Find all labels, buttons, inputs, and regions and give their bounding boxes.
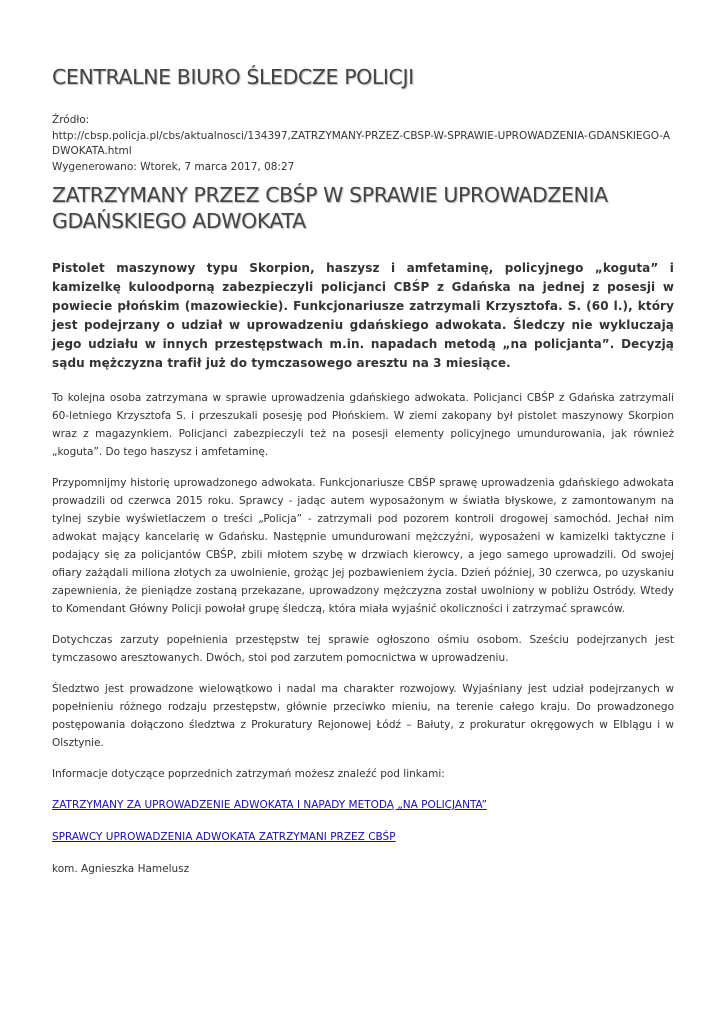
- source-url: http://cbsp.policja.pl/cbs/aktualnosci/134397,ZATRZYMANY-PRZEZ-CBSP-W-SPRAWIE-UPROWADZENIA-GDANSKIEGO-ADWOKATA.html: [52, 129, 670, 157]
- source-label: Źródło:: [52, 114, 90, 126]
- generated-date: Wygenerowano: Wtorek, 7 marca 2017, 08:27: [52, 160, 295, 173]
- article-body: [52, 389, 674, 891]
- related-link-1-container: [52, 796, 674, 814]
- related-link-1[interactable]: ZATRZYMANY ZA UPROWADZENIE ADWOKATA I NAPADY METODĄ „NA POLICJANTA”: [52, 799, 487, 811]
- site-title: CENTRALNE BIURO ŚLEDCZE POLICJI: [52, 65, 414, 89]
- related-link-2-container: [52, 828, 674, 846]
- paragraph-5: Informacje dotyczące poprzednich zatrzymań możesz znaleźć pod linkami:: [52, 768, 445, 780]
- paragraph-4: Śledztwo jest prowadzone wielowątkowo i nadal ma charakter rozwojowy. Wyjaśniany jest udział podejrzanych w popełnieniu różnego rodzaju przestępstw, głównie przeciwko mieniu, na terenie całego kraju. Do prowadzonego postępowania dołączono śledztwa z Prokuratury Rejonowej Łódź – Bałuty, z prokuratur okręgowych w Elblągu i w Olsztynie.: [52, 683, 674, 749]
- related-link-2[interactable]: SPRAWCY UPROWADZENIA ADWOKATA ZATRZYMANI PRZEZ CBŚP: [52, 831, 396, 843]
- paragraph-3: Dotychczas zarzuty popełnienia przestępstw tej sprawie ogłoszono ośmiu osobom. Sześciu podejrzanych jest tymczasowo aresztowanych. Dwóch, stoi pod zarzutem pomocnictwa w uprowadzeniu.: [52, 634, 674, 664]
- article-lead: Pistolet maszynowy typu Skorpion, haszysz i amfetaminę, policyjnego „koguta” i kamizelkę kuloodporną zabezpieczyli policjanci CBŚP z Gdańska na jednej z posesji w powiecie płońskim (mazowieckie). Funkcjonariusze zatrzymali Krzysztofa. S. (60 l.), który jest podejrzany o udział w uprowadzeniu gdańskiego adwokata. Śledczy nie wykluczają jego udziału w innych przestępstwach m.in. napadach metodą „na policjanta”. Decyzją sądu mężczyzna trafił już do tymczasowego aresztu na 3 miesiące.: [52, 261, 674, 370]
- paragraph-2: Przypomnijmy historię uprowadzonego adwokata. Funkcjonariusze CBŚP sprawę uprowadzenia gdańskiego adwokata prowadzili od czerwca 2015 roku. Sprawcy - jadąc autem wyposażonym w światła błyskowe, z zamontowanym na tylnej szybie wyświetlaczem o treści „Policja” - zatrzymali pod pozorem kontroli drogowej samochód. Jechał nim adwokat mający kancelarię w Gdańsku. Następnie umundurowani mężczyźni, wyposażeni w kamizelki taktyczne i podający się za policjantów CBŚP, zbili młotem szybę w drzwiach kierowcy, a jego samego uprowadzili. Od swojej ofiary zażądali miliona złotych za uwolnienie, grożąc jej pozbawieniem życia. Dzień później, 30 czerwca, po uzyskaniu zapewnienia, że pieniądze zostaną przekazane, uprowadzony mężczyzna został uwolniony w pobliżu Ostródy. Wtedy to Komendant Główny Policji powołał grupę śledczą, która miała wyjaśnić okoliczności i zatrzymać sprawców.: [52, 477, 674, 615]
- article-title: ZATRZYMANY PRZEZ CBŚP W SPRAWIE UPROWADZENIA GDAŃSKIEGO ADWOKATA: [52, 183, 608, 233]
- source-meta: [52, 113, 674, 175]
- author: kom. Agnieszka Hamelusz: [52, 863, 190, 875]
- paragraph-1: To kolejna osoba zatrzymana w sprawie uprowadzenia gdańskiego adwokata. Policjanci CBŚP z Gdańska zatrzymali 60-letniego Krzysztofa S. i przeszukali posesję pod Płońskiem. W ziemi zakopany był pistolet maszynowy Skorpion wraz z magazynkiem. Policjanci zabezpieczyli też na posesji elementy policyjnego umundurowania, jak również „koguta”. Do tego haszysz i amfetaminę.: [52, 392, 674, 458]
